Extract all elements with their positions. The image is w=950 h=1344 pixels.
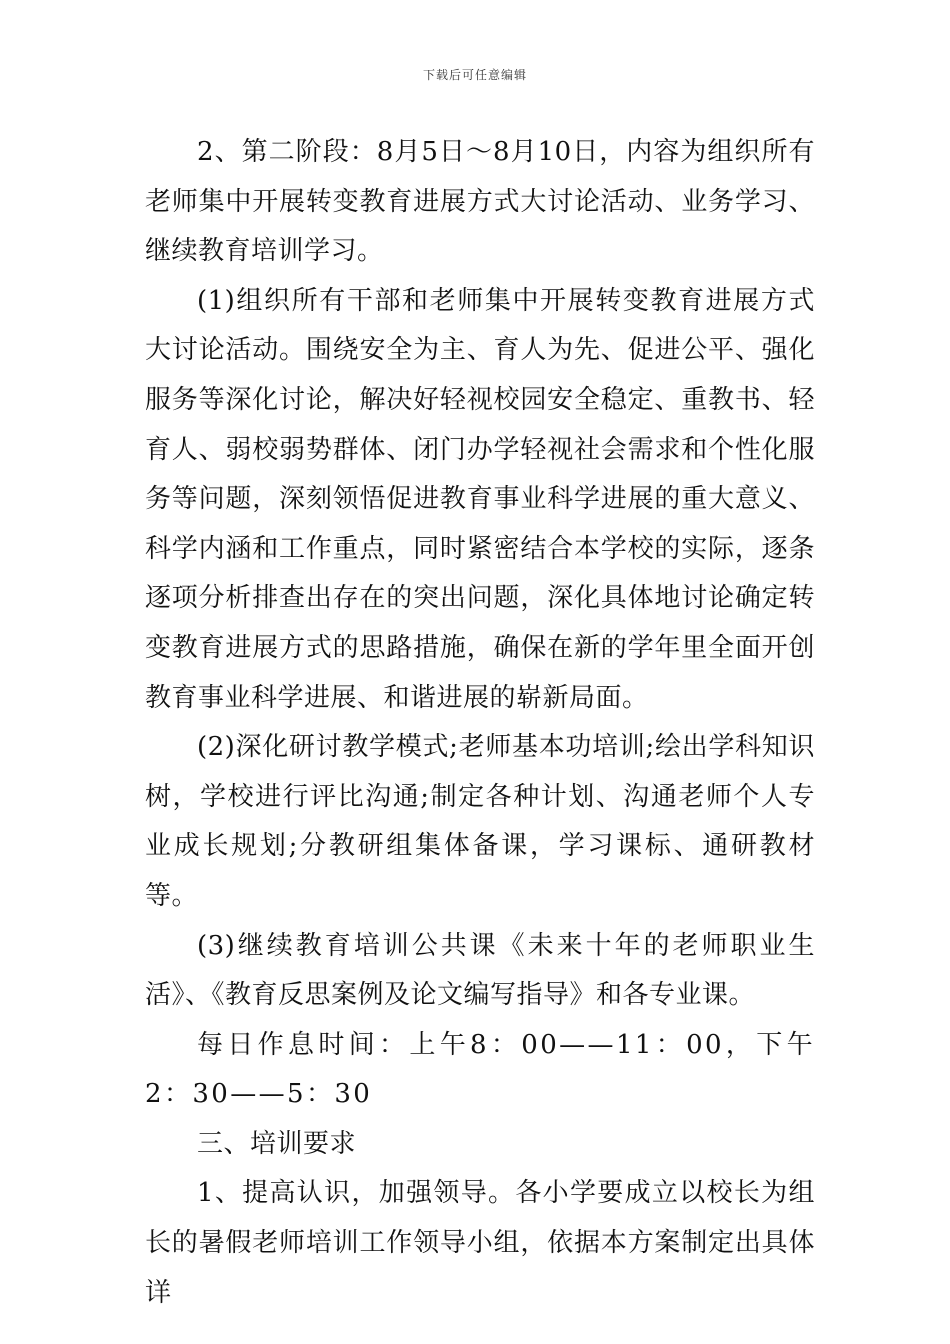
paragraph-stage-two: 2、第二阶段：8月5日～8月10日，内容为组织所有老师集中开展转变教育进展方式大讨论活动、业务学习、继续教育培训学习。 [145,137,815,267]
paragraph-item-3: (3)继续教育培训公共课《未来十年的老师职业生活》、《教育反思案例及论文编写指导》和各专业课。 [145,930,815,1011]
page-header-note: 下载后可任意编辑 [422,68,527,82]
section-heading-requirements: 三、培训要求 [197,1128,357,1159]
paragraph-item-1: (1)组织所有干部和老师集中开展转变教育进展方式大讨论活动。围绕安全为主、育人为先、促进公平、强化服务等深化讨论，解决好轻视校园安全稳定、重教书、轻育人、弱校弱势群体、闭门办学轻视社会需求和个性化服务等问题，深刻领悟促进教育事业科学进展的重大意义、科学内涵和工作重点，同时紧密结合本学校的实际，逐条逐项分析排查出存在的突出问题，深化具体地讨论确定转变教育进展方式的思路措施，确保在新的学年里全面开创教育事业科学进展、和谐进展的崭新局面。 [145,285,815,713]
document-body [145,128,815,1318]
paragraph-schedule: 每日作息时间：上午8：00——11：00，下午2：30——5：30 [145,1029,815,1110]
paragraph-item-2: (2)深化研讨教学模式;老师基本功培训;绘出学科知识树，学校进行评比沟通;制定各种计划、沟通老师个人专业成长规划;分教研组集体备课，学习课标、通研教材等。 [145,732,815,911]
paragraph-requirement-1: 1、提高认识，加强领导。各小学要成立以校长为组长的暑假老师培训工作领导小组，依据本方案制定出具体详 [145,1178,815,1308]
